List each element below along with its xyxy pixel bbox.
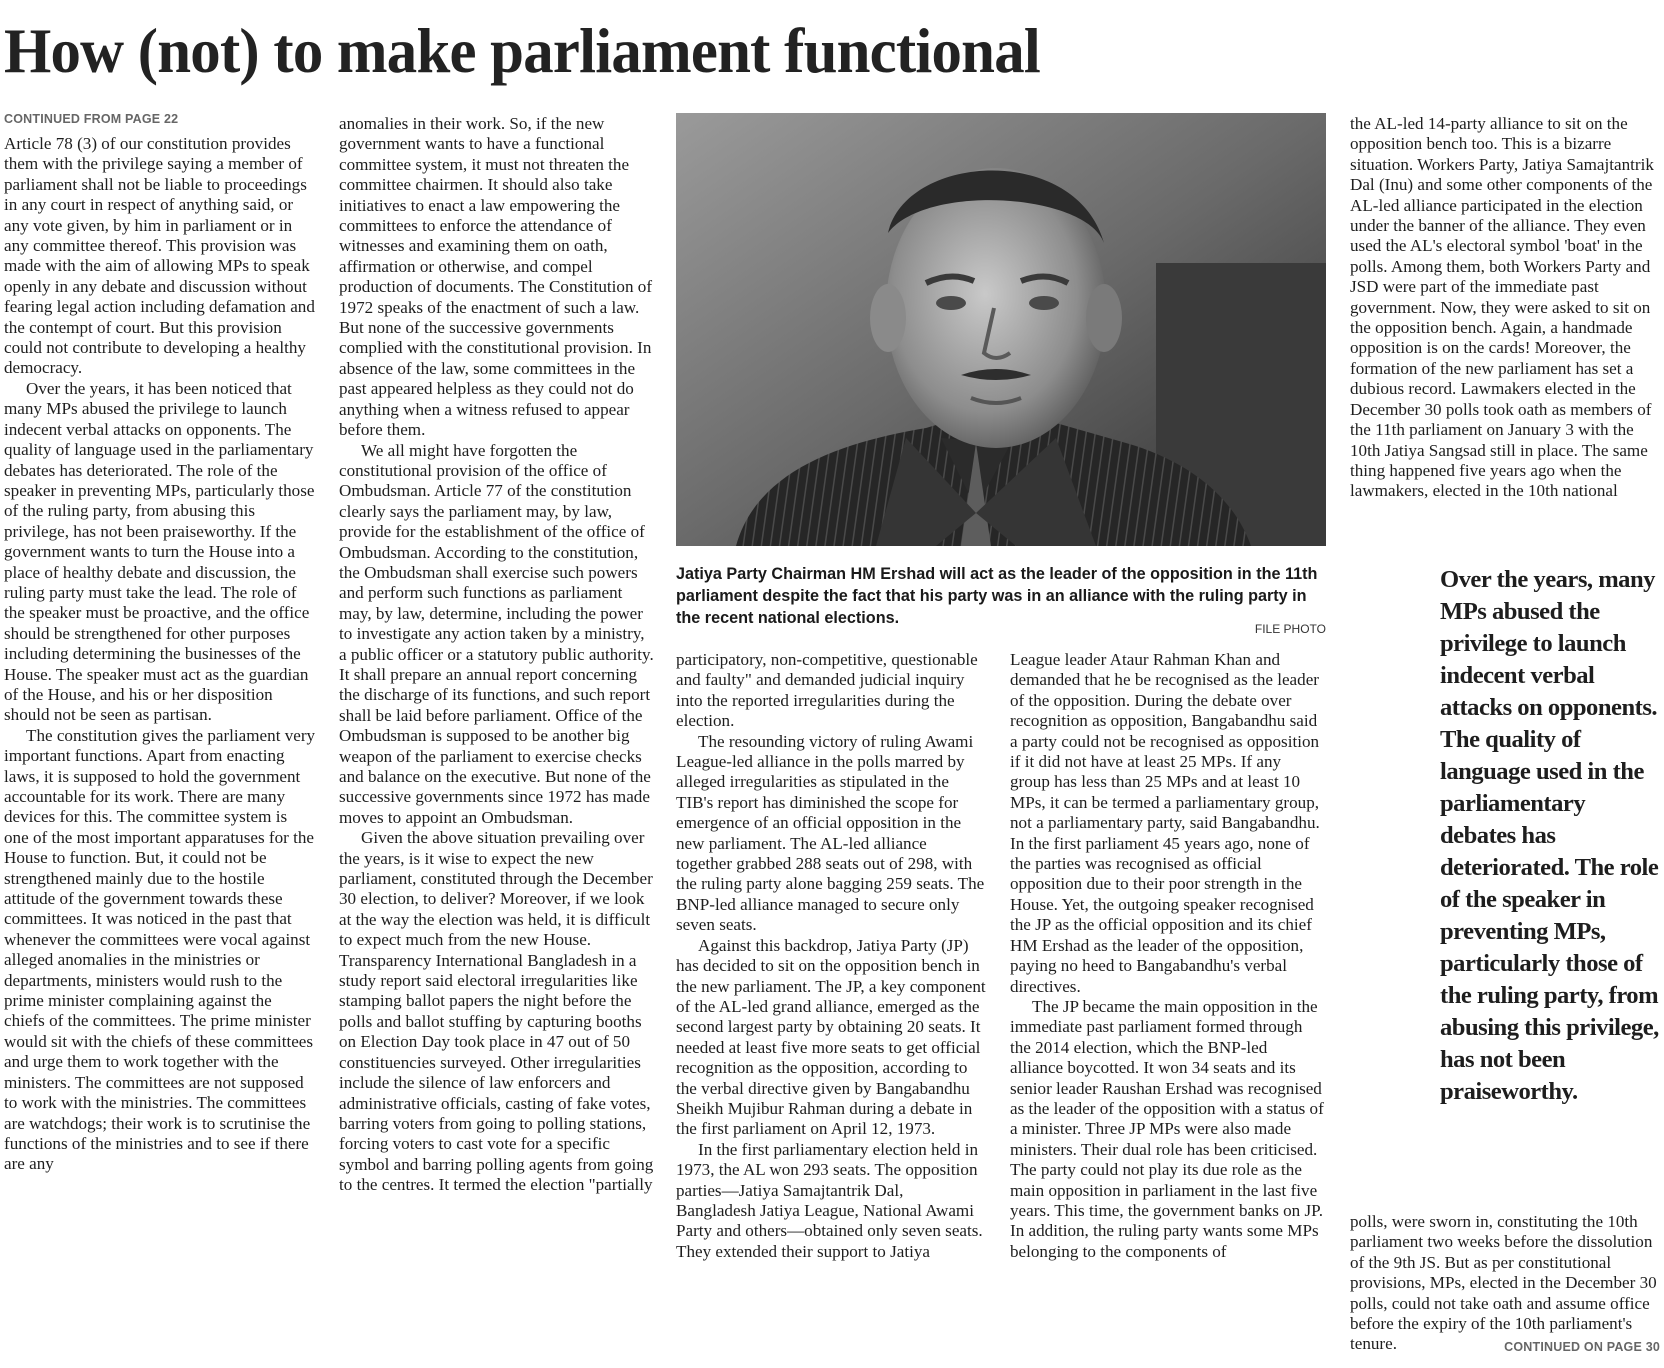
paragraph: polls, were sworn in, constituting the 10th parliament two weeks before the dissolution of the 9th JS. But as per constitutional provisions, MPs, elected in the December 30 polls, could not take oath and assume office before the expiry of the 10th parliament's tenure. bbox=[1350, 1212, 1657, 1354]
paragraph: Article 78 (3) of our constitution provides them with the privilege saying a member of parliament shall not be liable to proceedings in any court in respect of anything said, or any vote given, by him in parliament or in any committee thereof. This provision was made with the aim of allowing MPs to speak openly in any debate and discussion without fearing legal action including defamation and the contempt of court. But this provision could not contribute to developing a healthy democracy. bbox=[4, 134, 315, 378]
ershad-photo bbox=[676, 113, 1326, 546]
article-column-5-top bbox=[1350, 114, 1660, 502]
paragraph: The constitution gives the parliament very important functions. Apart from enacting laws, it is supposed to hold the government accountable for its work. There are many devices for this. The committee system is one of the most important apparatuses for the House to function. But, it could not be strengthened mainly due to the hostile attitude of the government towards these committees. It was noticed in the past that whenever the committees were vocal against alleged anomalies in the ministries or departments, ministers would rush to the prime minister complaining against the chiefs of the committees. The prime minister would sit with the chiefs of these committees and urge them to work together with the ministers. The committees are not supposed to work with the ministries. The committees are watchdogs; their work is to scrutinise the functions of the ministries and to see if there are any bbox=[4, 725, 316, 1174]
paragraph: In the first parliamentary election held in 1973, the AL won 293 seats. The opposition parties—Jatiya Samajtantrik Dal, Bangladesh Jatiya League, National Awami Party and others—obtained only seven seats. They extended their support to Jatiya bbox=[676, 1139, 983, 1261]
photo-credit: FILE PHOTO bbox=[1254, 622, 1326, 636]
paragraph: Over the years, it has been noticed that many MPs abused the privilege to launch indecent verbal attacks on opponents. The quality of language used in the parliamentary debates has deteriorated. The role of the speaker in preventing MPs, particularly those of the ruling party, from abusing this privilege, has not been praiseworthy. If the government wants to turn the House into a place of healthy debate and discussion, the ruling party must take the lead. The role of the speaker must be proactive, and the office should be strengthened for other purposes including determining the businesses of the House. The speaker must act as the guardian of the House, and his or her disposition should not be seen as partisan. bbox=[4, 378, 315, 725]
headline: How (not) to make parliament functional bbox=[4, 15, 1041, 86]
article-column-4 bbox=[1010, 650, 1324, 1262]
paragraph: Given the above situation prevailing over the years, is it wise to expect the new parliament, constituted through the December 30 election, to deliver? Moreover, if we look at the way the election was held, it is difficult to expect much from the new House. Transparency International Bangladesh in a study report said electoral irregularities like stamping ballot papers the night before the polls and ballot stuffing by capturing booths on Election Day took place in 47 out of 50 constituencies surveyed. Other irregularities include the silence of law enforcers and administrative officials, casting of fake votes, barring voters from going to polling stations, forcing voters to cast vote for a specific symbol and barring polling agents from going to the centres. It termed the election "partially bbox=[339, 828, 654, 1195]
paragraph: participatory, non-competitive, questionable and faulty" and demanded judicial inquiry into the reported irregularities during the election. bbox=[676, 650, 978, 731]
pull-quote: Over the years, many MPs abused the privilege to launch indecent verbal attacks on opponents. The quality of language used in the parliamentary debates has deteriorated. The role of the speaker in preventing MPs, particularly those of the ruling party, from abusing this privilege, has not been praiseworthy. bbox=[1440, 566, 1659, 1105]
article-column-2 bbox=[339, 114, 654, 1196]
paragraph: We all might have forgotten the constitutional provision of the office of Ombudsman. Article 77 of the constitution clearly says the parliament may, by law, provide for the establishment of the office of Ombudsman. According to the constitution, the Ombudsman shall exercise such powers and perform such functions as parliament may, by law, determine, including the power to investigate any action taken by a ministry, a public officer or a statutory public authority. It shall prepare an annual report concerning the discharge of its functions, and such report shall be laid before parliament. Office of the Ombudsman is supposed to be another big weapon of the parliament to exercise checks and balance on the executive. But none of the successive governments since 1972 has made moves to appoint an Ombudsman. bbox=[339, 440, 654, 827]
article-column-3 bbox=[676, 650, 986, 1262]
paragraph: League leader Ataur Rahman Khan and demanded that he be recognised as the leader of the opposition. During the debate over recognition as opposition, Bangabandhu said a party could not be recognised as opposition if it did not have at least 25 MPs. If any group has less than 25 MPs and at least 10 MPs, it can be termed a parliamentary group, not a parliamentary party, said Bangabandhu. In the first parliament 45 years ago, none of the parties was recognised as official opposition due to their poor strength in the House. Yet, the outgoing speaker recognised the JP as the official opposition and its chief HM Ershad as the leader of the opposition, paying no heed to Bangabandhu's verbal directives. bbox=[1010, 650, 1320, 996]
photo-caption: Jatiya Party Chairman HM Ershad will act as the leader of the opposition in the 11th parliament despite the fact that his party was in an alliance with the ruling party in the recent national elections. bbox=[676, 565, 1318, 627]
paragraph: the AL-led 14-party alliance to sit on the opposition bench too. This is a bizarre situation. Workers Party, Jatiya Samajtantrik Dal (Inu) and some other components of the AL-led alliance participated in the election under the banner of the alliance. They even used the AL's electoral symbol 'boat' in the polls. Among them, both Workers Party and JSD were part of the immediate past government. Now, they were asked to sit on the opposition bench. Again, a handmade opposition is on the cards! Moreover, the formation of the new parliament has set a dubious record. Lawmakers elected in the December 30 polls took oath as members of the 11th parliament on January 3 with the 10th Jatiya Sangsad still in place. The same thing happened five years ago when the lawmakers, elected in the 10th national bbox=[1350, 114, 1654, 501]
paragraph: Against this backdrop, Jatiya Party (JP) has decided to sit on the opposition bench in the new parliament. The JP, a key component of the AL-led grand alliance, emerged as the second largest party by obtaining 20 seats. It needed at least five more seats to get official recognition as the opposition, according to the verbal directive given by Bangabandhu Sheikh Mujibur Rahman during a debate in the first parliament on April 12, 1973. bbox=[676, 935, 986, 1139]
paragraph: The JP became the main opposition in the immediate past parliament formed through the 2014 election, which the BNP-led alliance boycotted. It won 34 seats and its senior leader Raushan Ershad was recognised as the leader of the opposition with a status of a minister. Three JP MPs were also made ministers. Their dual role has been criticised. The party could not play its due role as the main opposition in parliament in the last five years. This time, the government banks on JP. In addition, the ruling party wants some MPs belonging to the components of bbox=[1010, 996, 1324, 1261]
article-column-5-bottom bbox=[1350, 1212, 1660, 1355]
paragraph: The resounding victory of ruling Awami League-led alliance in the polls marred by alleged irregularities as stipulated in the TIB's report has diminished the scope for emergence of an official opposition in the new parliament. The AL-led alliance together grabbed 288 seats out of 298, with the ruling party alone bagging 259 seats. The BNP-led alliance managed to secure only seven seats. bbox=[676, 731, 985, 935]
continued-from-label: CONTINUED FROM PAGE 22 bbox=[4, 112, 179, 126]
article-column-1 bbox=[4, 134, 316, 1175]
paragraph: anomalies in their work. So, if the new government wants to have a functional committee system, it must not threaten the committee chairmen. It should also take initiatives to enact a law empowering the committees to enforce the attendance of witnesses and examining them on oath, affirmation or otherwise, and compel production of documents. The Constitution of 1972 speaks of the enactment of such a law. But none of the successive governments complied with the constitutional provision. In absence of the law, some committees in the past appeared helpless as they could not do anything when a witness refused to appear before them. bbox=[339, 114, 653, 440]
continued-on-label: CONTINUED ON PAGE 30 bbox=[1504, 1340, 1660, 1354]
